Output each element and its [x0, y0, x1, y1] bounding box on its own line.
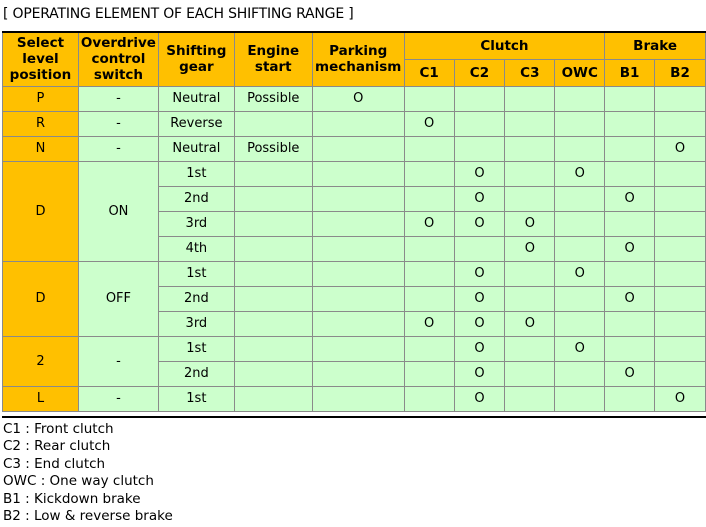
c3-cell	[505, 162, 555, 187]
header-engine-start: Engine start	[234, 32, 312, 87]
parking-cell	[312, 162, 404, 187]
overdrive-cell: OFF	[78, 262, 158, 337]
header-c3: C3	[505, 60, 555, 87]
c1-cell: O	[404, 112, 454, 137]
c1-cell	[404, 262, 454, 287]
table-row	[3, 137, 706, 162]
c3-cell: O	[505, 237, 555, 262]
gear-cell: Neutral	[158, 137, 234, 162]
gear-cell: 3rd	[158, 212, 234, 237]
gear-cell: Reverse	[158, 112, 234, 137]
b2-cell	[655, 237, 706, 262]
b1-cell: O	[605, 362, 655, 387]
legend	[3, 421, 173, 525]
c2-cell: O	[454, 387, 505, 412]
c1-cell	[404, 187, 454, 212]
b2-cell	[655, 162, 706, 187]
c2-cell	[454, 87, 505, 112]
gear-cell: 1st	[158, 262, 234, 287]
b2-cell	[655, 262, 706, 287]
parking-cell	[312, 137, 404, 162]
c3-cell	[505, 112, 555, 137]
owc-cell	[555, 287, 605, 312]
owc-cell: O	[555, 262, 605, 287]
c2-cell	[454, 137, 505, 162]
gear-cell: 2nd	[158, 287, 234, 312]
b2-cell	[655, 337, 706, 362]
b1-cell	[605, 112, 655, 137]
position-cell: 2	[3, 337, 79, 387]
position-cell: D	[3, 262, 79, 337]
header-shifting-gear: Shifting gear	[158, 32, 234, 87]
overdrive-cell: -	[78, 387, 158, 412]
legend-item: B1 : Kickdown brake	[3, 490, 141, 507]
gear-cell: 1st	[158, 162, 234, 187]
owc-cell	[555, 187, 605, 212]
page-title: [ OPERATING ELEMENT OF EACH SHIFTING RANGE ]	[3, 6, 354, 22]
position-cell: N	[3, 137, 79, 162]
parking-cell	[312, 212, 404, 237]
gear-cell: 3rd	[158, 312, 234, 337]
table-row	[3, 162, 706, 187]
parking-cell: O	[312, 87, 404, 112]
c3-cell	[505, 287, 555, 312]
engine-start-cell	[234, 387, 312, 412]
engine-start-cell: Possible	[234, 137, 312, 162]
header-c1: C1	[404, 60, 454, 87]
c2-cell: O	[454, 312, 505, 337]
gear-cell: 1st	[158, 387, 234, 412]
c3-cell	[505, 262, 555, 287]
header-owc: OWC	[555, 60, 605, 87]
b1-cell	[605, 162, 655, 187]
legend-item: C3 : End clutch	[3, 455, 106, 472]
c3-cell	[505, 387, 555, 412]
c1-cell	[404, 87, 454, 112]
header-row-1	[3, 32, 706, 60]
position-cell: R	[3, 112, 79, 137]
parking-cell	[312, 112, 404, 137]
c3-cell	[505, 87, 555, 112]
b2-cell	[655, 312, 706, 337]
overdrive-cell: -	[78, 337, 158, 387]
c3-cell	[505, 137, 555, 162]
engine-start-cell	[234, 187, 312, 212]
c1-cell	[404, 337, 454, 362]
owc-cell	[555, 87, 605, 112]
engine-start-cell	[234, 237, 312, 262]
parking-cell	[312, 237, 404, 262]
gear-cell: Neutral	[158, 87, 234, 112]
parking-cell	[312, 362, 404, 387]
gear-cell: 2nd	[158, 362, 234, 387]
c1-cell: O	[404, 312, 454, 337]
parking-cell	[312, 337, 404, 362]
c2-cell: O	[454, 187, 505, 212]
owc-cell	[555, 237, 605, 262]
parking-cell	[312, 287, 404, 312]
engine-start-cell	[234, 287, 312, 312]
c1-cell	[404, 387, 454, 412]
b2-cell	[655, 112, 706, 137]
engine-start-cell	[234, 212, 312, 237]
c2-cell	[454, 237, 505, 262]
shifting-range-table	[2, 31, 706, 412]
table-row	[3, 337, 706, 362]
table-row	[3, 387, 706, 412]
b2-cell	[655, 287, 706, 312]
c2-cell: O	[454, 337, 505, 362]
owc-cell	[555, 112, 605, 137]
b1-cell: O	[605, 237, 655, 262]
c1-cell	[404, 162, 454, 187]
header-overdrive-control-switch: Overdrive control switch	[78, 32, 158, 87]
owc-cell	[555, 387, 605, 412]
c1-cell	[404, 137, 454, 162]
position-cell: D	[3, 162, 79, 262]
header-brake: Brake	[605, 32, 706, 60]
c2-cell: O	[454, 362, 505, 387]
gear-cell: 1st	[158, 337, 234, 362]
b1-cell: O	[605, 187, 655, 212]
table-row	[3, 112, 706, 137]
gear-cell: 2nd	[158, 187, 234, 212]
b2-cell	[655, 187, 706, 212]
legend-item: C1 : Front clutch	[3, 421, 114, 437]
legend-item: C2 : Rear clutch	[3, 438, 111, 455]
header-c2: C2	[454, 60, 505, 87]
header-clutch: Clutch	[404, 32, 605, 60]
legend-item: B2 : Low & reverse brake	[3, 508, 173, 525]
b1-cell	[605, 312, 655, 337]
owc-cell: O	[555, 162, 605, 187]
gear-cell: 4th	[158, 237, 234, 262]
b1-cell	[605, 212, 655, 237]
owc-cell	[555, 137, 605, 162]
parking-cell	[312, 312, 404, 337]
b1-cell	[605, 87, 655, 112]
engine-start-cell	[234, 337, 312, 362]
b2-cell: O	[655, 387, 706, 412]
c3-cell: O	[505, 212, 555, 237]
c1-cell	[404, 362, 454, 387]
engine-start-cell	[234, 312, 312, 337]
table-row	[3, 262, 706, 287]
b2-cell	[655, 87, 706, 112]
b1-cell	[605, 262, 655, 287]
header-b1: B1	[605, 60, 655, 87]
owc-cell	[555, 312, 605, 337]
position-cell: L	[3, 387, 79, 412]
engine-start-cell	[234, 262, 312, 287]
c2-cell: O	[454, 212, 505, 237]
c1-cell	[404, 237, 454, 262]
b2-cell	[655, 212, 706, 237]
c1-cell: O	[404, 212, 454, 237]
c2-cell: O	[454, 287, 505, 312]
parking-cell	[312, 187, 404, 212]
engine-start-cell: Possible	[234, 87, 312, 112]
table-row	[3, 87, 706, 112]
c2-cell: O	[454, 262, 505, 287]
header-select-level-position: Select level position	[3, 32, 79, 87]
overdrive-cell: -	[78, 137, 158, 162]
c3-cell	[505, 187, 555, 212]
engine-start-cell	[234, 112, 312, 137]
overdrive-cell: ON	[78, 162, 158, 262]
c2-cell	[454, 112, 505, 137]
owc-cell	[555, 362, 605, 387]
b1-cell	[605, 137, 655, 162]
b1-cell	[605, 387, 655, 412]
owc-cell: O	[555, 337, 605, 362]
engine-start-cell	[234, 162, 312, 187]
c3-cell	[505, 362, 555, 387]
position-cell: P	[3, 87, 79, 112]
header-parking-mechanism: Parking mechanism	[312, 32, 404, 87]
legend-item: OWC : One way clutch	[3, 473, 154, 490]
parking-cell	[312, 262, 404, 287]
b1-cell	[605, 337, 655, 362]
c3-cell: O	[505, 312, 555, 337]
c2-cell: O	[454, 162, 505, 187]
overdrive-cell: -	[78, 112, 158, 137]
c3-cell	[505, 337, 555, 362]
b2-cell: O	[655, 137, 706, 162]
owc-cell	[555, 212, 605, 237]
c1-cell	[404, 287, 454, 312]
overdrive-cell: -	[78, 87, 158, 112]
parking-cell	[312, 387, 404, 412]
header-b2: B2	[655, 60, 706, 87]
b1-cell: O	[605, 287, 655, 312]
b2-cell	[655, 362, 706, 387]
engine-start-cell	[234, 362, 312, 387]
